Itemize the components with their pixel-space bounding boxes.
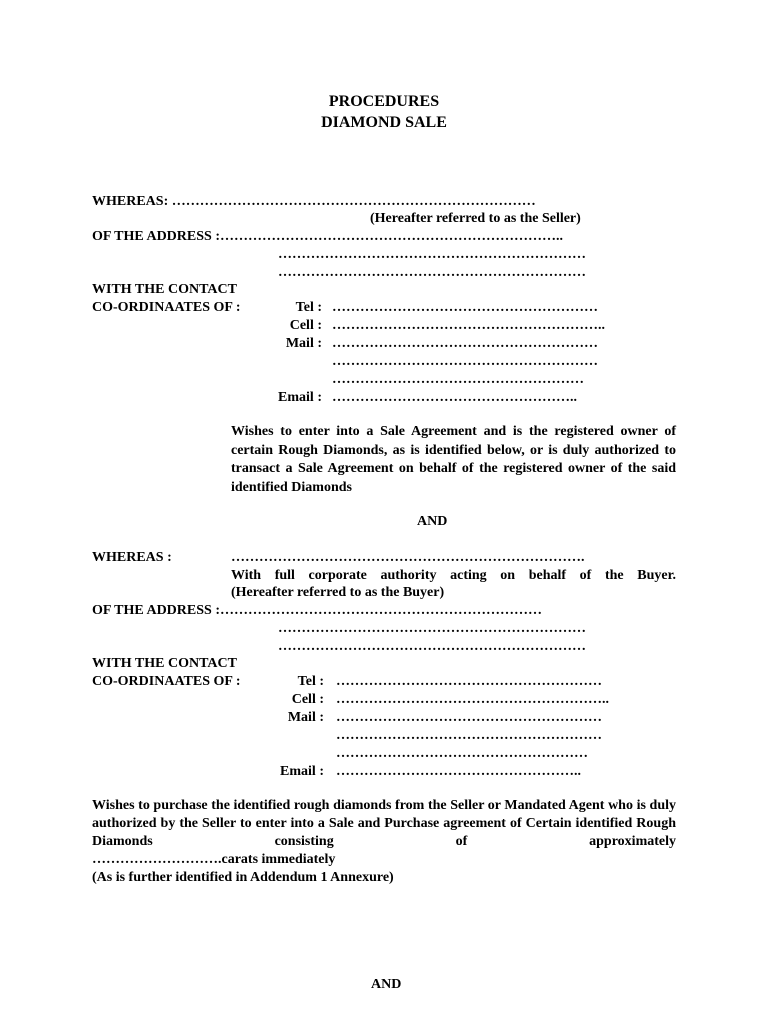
- buyer-mail-dots: …………………………………………………: [336, 710, 602, 725]
- seller-whereas: WHEREAS: ……………………………………………………………………: [92, 194, 536, 209]
- buyer-tel-label: Tel :: [297, 674, 324, 689]
- buyer-wishes-paragraph: Wishes to purchase the identified rough diamonds from the Seller or Mandated Agent who is duly authorized by the Seller to enter into a Sale and Purchase agreement of Certain identified Rough Diamonds consisting of approximately: [92, 798, 676, 849]
- buyer-address: OF THE ADDRESS :……………………………………………………………: [92, 603, 542, 618]
- seller-cell-dots: …………………………………………………..: [332, 318, 605, 333]
- buyer-address-line3: …………………………………………………………: [278, 639, 586, 654]
- buyer-carats-line: ……………………….carats immediately: [92, 852, 336, 867]
- seller-email-label: Email :: [278, 390, 322, 405]
- buyer-addendum-note: (As is further identified in Addendum 1 Annexure): [92, 870, 394, 885]
- seller-cell-label: Cell :: [289, 318, 322, 333]
- buyer-cell-dots: …………………………………………………..: [336, 692, 609, 707]
- seller-ref-note: (Hereafter referred to as the Seller): [370, 211, 581, 226]
- seller-mail-line2: …………………………………………………: [332, 354, 598, 369]
- and-separator-1: AND: [417, 514, 448, 529]
- seller-mail-dots: …………………………………………………: [332, 336, 598, 351]
- buyer-contact-label2: CO-ORDINAATES OF :: [92, 674, 241, 689]
- buyer-whereas-dots: ………………………………………………………………….: [231, 550, 585, 565]
- seller-address-line2: …………………………………………………………: [278, 247, 586, 262]
- buyer-authority: With full corporate authority acting on behalf of the Buyer.: [231, 568, 676, 583]
- buyer-contact-label1: WITH THE CONTACT: [92, 656, 237, 671]
- title-procedures: PROCEDURES: [328, 93, 440, 110]
- seller-mail-line3: ………………………………………………: [332, 372, 584, 387]
- and-separator-2: AND: [371, 977, 402, 992]
- buyer-cell-label: Cell :: [291, 692, 324, 707]
- seller-tel-dots: …………………………………………………: [332, 300, 598, 315]
- buyer-email-dots: ……………………………………………..: [336, 764, 581, 779]
- seller-tel-label: Tel :: [295, 300, 322, 315]
- seller-contact-label2: CO-ORDINAATES OF :: [92, 300, 241, 315]
- buyer-address-line2: …………………………………………………………: [278, 621, 586, 636]
- buyer-tel-dots: …………………………………………………: [336, 674, 602, 689]
- buyer-mail-label: Mail :: [287, 710, 324, 725]
- buyer-ref-note: (Hereafter referred to as the Buyer): [231, 585, 445, 600]
- seller-address-line3: …………………………………………………………: [278, 265, 586, 280]
- buyer-whereas: WHEREAS :: [92, 550, 172, 565]
- buyer-mail-line2: …………………………………………………: [336, 728, 602, 743]
- seller-address: OF THE ADDRESS :………………………………………………………………..: [92, 229, 563, 244]
- seller-wishes-paragraph: Wishes to enter into a Sale Agreement and is the registered owner of certain Rough Diamonds, as is identified below, or is duly authorized to transact a Sale Agreement on behalf of the registered owner of the said identified Diamonds: [231, 424, 676, 495]
- title-diamond-sale: DIAMOND SALE: [321, 114, 447, 131]
- buyer-email-label: Email :: [280, 764, 324, 779]
- seller-contact-label1: WITH THE CONTACT: [92, 282, 237, 297]
- buyer-mail-line3: ………………………………………………: [336, 746, 588, 761]
- seller-mail-label: Mail :: [285, 336, 322, 351]
- seller-email-dots: ……………………………………………..: [332, 390, 577, 405]
